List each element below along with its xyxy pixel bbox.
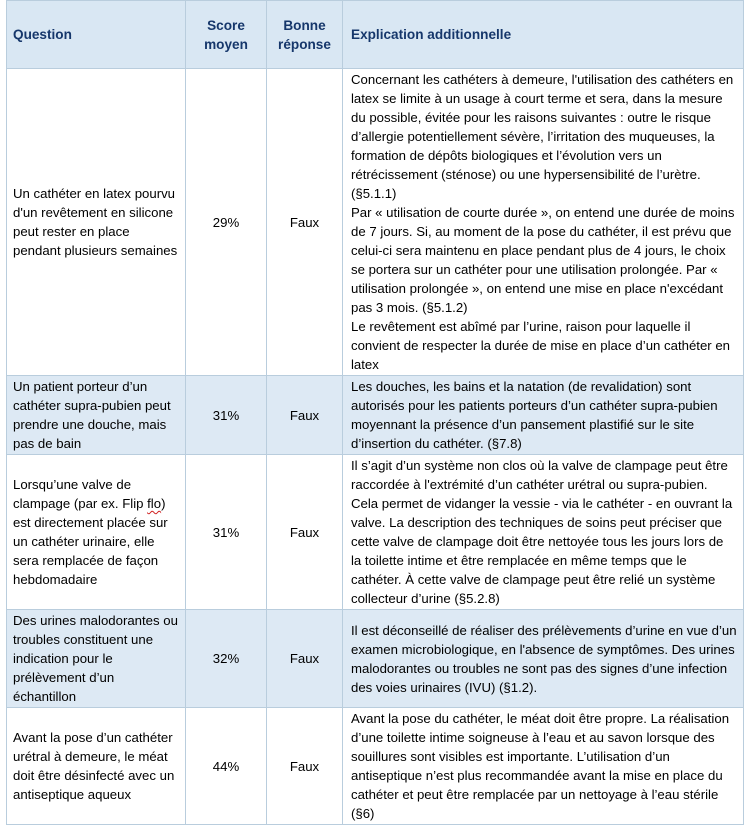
header-row bbox=[7, 1, 744, 69]
header-question: Question bbox=[7, 1, 186, 69]
header-score-line2: moyen bbox=[204, 36, 248, 52]
answer-cell: Faux bbox=[267, 610, 343, 708]
answer-cell: Faux bbox=[267, 69, 343, 376]
quiz-results-table bbox=[6, 0, 744, 825]
header-score-line1: Score bbox=[207, 17, 245, 33]
explanation-paragraph: Le revêtement est abîmé par l’urine, raison pour laquelle il convient de respecter la durée de mise en place d’un cathéter en latex bbox=[351, 319, 731, 372]
explanation-paragraph: Concernant les cathéters à demeure, l'utilisation des cathéters en latex se limite à un usage à court terme et sera, dans la mesure du possible, évitée pour les raisons suivantes : outre le risque d’allergie potentiellement sévère, l’irritation des muqueuses, la formation de dépôts biologiques et l’évolution vers un rétrécissement (sténose) ou une hypersensibilité de l’urètre. (§5.1.1) bbox=[351, 72, 734, 201]
explanation-paragraph: Les douches, les bains et la natation (de revalidation) sont autorisés pour les patients porteurs d’un cathéter supra-pubien moyennant la présence d’un pansement plastifié sur le site d’insertion du cathéter. (§7.8) bbox=[351, 379, 718, 451]
header-score bbox=[186, 1, 267, 69]
score-cell: 29% bbox=[186, 69, 267, 376]
score-cell: 32% bbox=[186, 610, 267, 708]
table-row bbox=[7, 610, 744, 708]
answer-cell: Faux bbox=[267, 455, 343, 610]
header-answer-line1: Bonne bbox=[283, 17, 326, 33]
explanation-paragraph: Par « utilisation de courte durée », on entend une durée de moins de 7 jours. Si, au moment de la pose du cathéter, il est prévu que celui-ci sera maintenu en place pendant plus de 4 jours, le choix se portera sur un cathéter pour une utilisation prolongée. Par « utilisation prolongée », on entend une mise en place n'excédant pas 3 mois. (§5.1.2) bbox=[351, 205, 735, 315]
score-cell: 31% bbox=[186, 455, 267, 610]
explanation-cell bbox=[343, 69, 744, 376]
answer-cell: Faux bbox=[267, 708, 343, 825]
header-answer-line2: réponse bbox=[278, 36, 331, 52]
explanation-cell bbox=[343, 455, 744, 610]
explanation-paragraph: Il est déconseillé de réaliser des prélèvements d’urine en vue d’un examen microbiologique, en l'absence de symptômes. Des urines malodorantes ou troubles ne sont pas des signes d’une infection des voies urinaires (IVU) (§1.2). bbox=[351, 622, 737, 695]
explanation-paragraph: Avant la pose du cathéter, le méat doit être propre. La réalisation d’une toilette intime soigneuse à l’eau et au savon lorsque des souillures sont visibles est importante. L’utilisation d’un antiseptique n’est plus recommandée avant la mise en place du cathéter et peut être remplacée par un nettoyage à l’eau stérile (§6) bbox=[351, 711, 730, 821]
table-row bbox=[7, 376, 744, 455]
explanation-cell bbox=[343, 708, 744, 825]
question-text: Lorsqu’une valve de clampage (par ex. Flip bbox=[13, 477, 148, 511]
header-explanation: Explication additionnelle bbox=[343, 1, 744, 69]
question-cell: Avant la pose d’un cathéter urétral à demeure, le méat doit être désinfecté avec un antiseptique aqueux bbox=[7, 708, 186, 825]
table-row bbox=[7, 708, 744, 825]
question-cell bbox=[7, 455, 186, 610]
question-cell: Un patient porteur d’un cathéter supra-pubien peut prendre une douche, mais pas de bain bbox=[7, 376, 186, 455]
header-answer bbox=[267, 1, 343, 69]
explanation-paragraph: Il s’agit d’un système non clos où la valve de clampage peut être raccordée à l'extrémité d’un cathéter urétral ou supra-pubien. Cela permet de vidanger la vessie - via le cathéter - en ouvrant la valve. La description des techniques de soins peut préciser que cette valve de clampage doit être nettoyée tous les jours lors de la toilette intime et être remplacée en même temps que le cathéter. À cette valve de clampage peut être relié un système collecteur d’urine (§5.2.8) bbox=[351, 458, 733, 606]
answer-cell: Faux bbox=[267, 376, 343, 455]
score-cell: 44% bbox=[186, 708, 267, 825]
question-cell: Des urines malodorantes ou troubles constituent une indication pour le prélèvement d’un échantillon bbox=[7, 610, 186, 708]
explanation-cell bbox=[343, 376, 744, 455]
explanation-cell bbox=[343, 610, 744, 708]
spellcheck-flagged-word: flo bbox=[147, 496, 162, 511]
table-row bbox=[7, 69, 744, 376]
question-text: ) est directement placée sur un cathéter urinaire, elle sera remplacée de façon hebdomadaire bbox=[13, 496, 168, 587]
score-cell: 31% bbox=[186, 376, 267, 455]
table-row bbox=[7, 455, 744, 610]
question-cell: Un cathéter en latex pourvu d'un revêtement en silicone peut rester en place pendant plusieurs semaines bbox=[7, 69, 186, 376]
